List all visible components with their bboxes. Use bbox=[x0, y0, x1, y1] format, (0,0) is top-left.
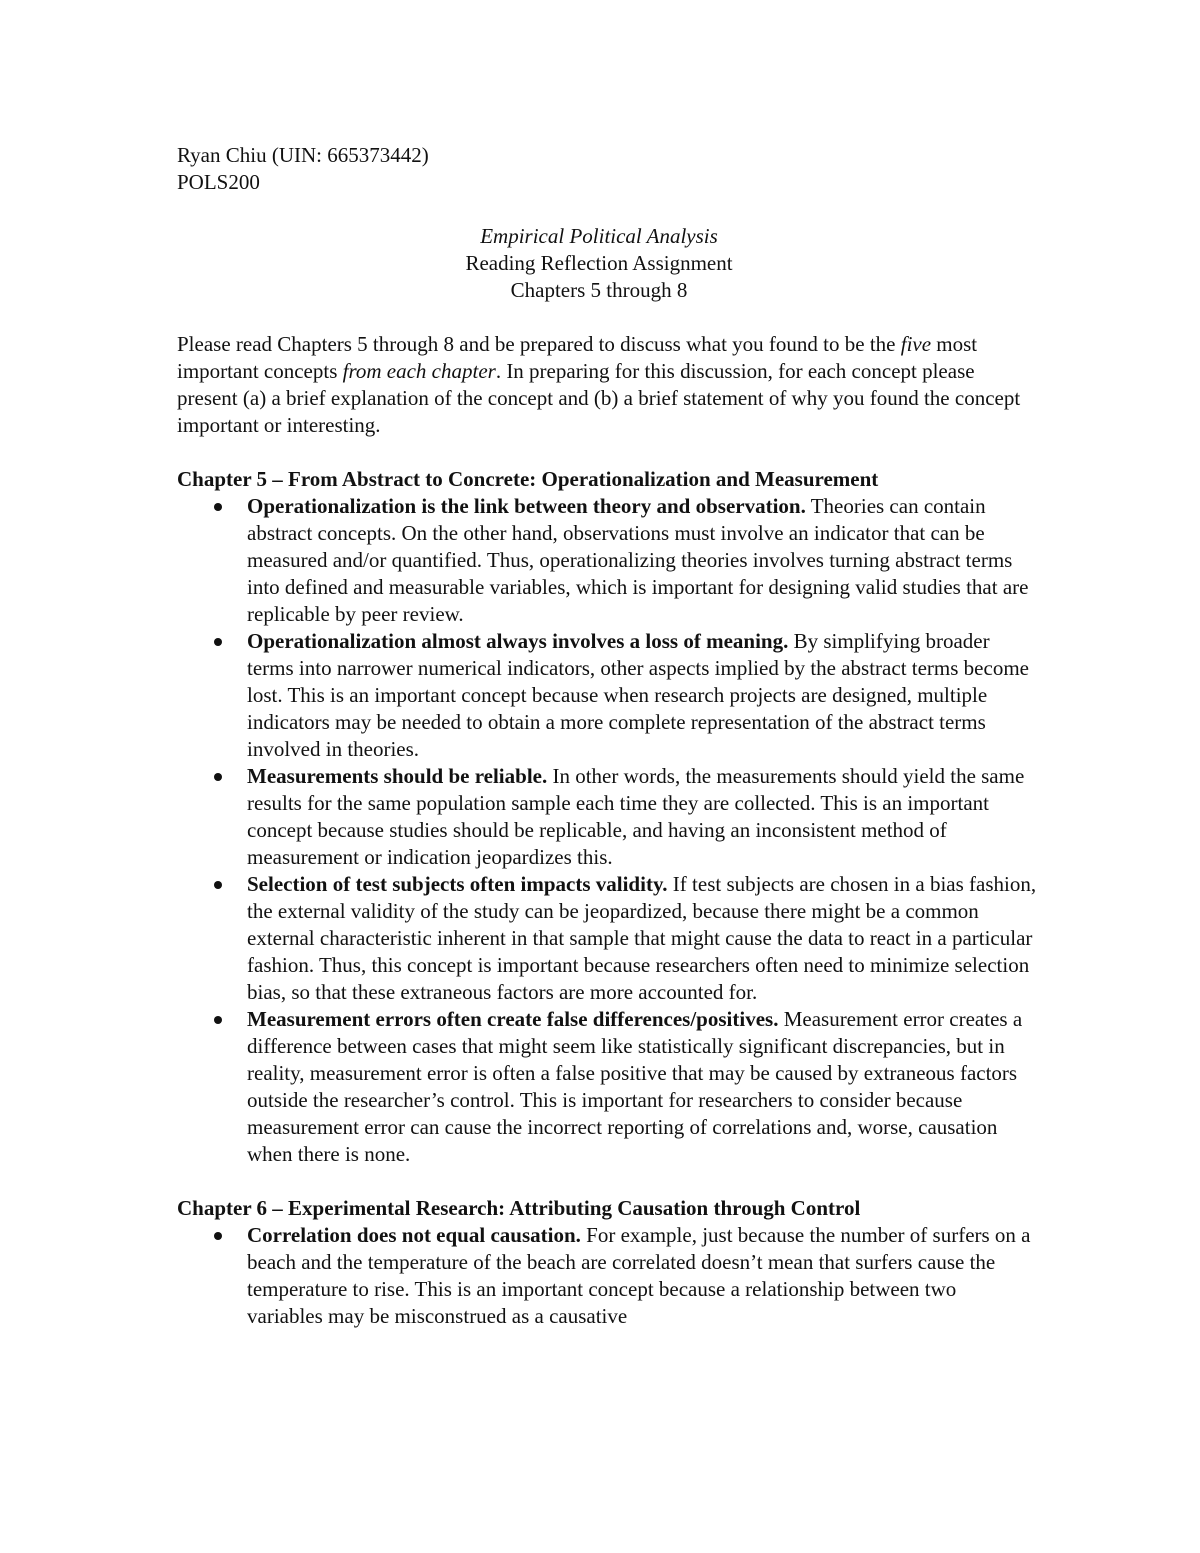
concept-body: Measurement error creates a difference between cases that might seem like statistically significant discrepancies, but in reality, measurement error is often a false positive that may be caused by extraneous factors outside the researcher’s control. This is important for researchers to consider because measurement error can cause the incorrect reporting of correlations and, worse, causation when there is none. bbox=[247, 1007, 1023, 1166]
concept-title: Measurements should be reliable. bbox=[247, 764, 548, 788]
concept-item bbox=[177, 493, 1037, 628]
spacer bbox=[177, 196, 1037, 223]
title-block bbox=[177, 223, 1021, 304]
bullet-icon bbox=[214, 503, 222, 511]
concept-item bbox=[177, 763, 1037, 871]
concept-title: Measurement errors often create false differences/positives. bbox=[247, 1007, 779, 1031]
spacer bbox=[177, 304, 1037, 331]
concept-item bbox=[177, 1006, 1037, 1168]
concept-item bbox=[177, 871, 1037, 1006]
bullet-icon bbox=[214, 1016, 222, 1024]
chapter-heading: Chapter 5 – From Abstract to Concrete: Operationalization and Measurement bbox=[177, 467, 879, 491]
concept-title: Correlation does not equal causation. bbox=[247, 1223, 581, 1247]
course-title: Empirical Political Analysis bbox=[480, 224, 718, 248]
concept-body: In other words, the measurements should yield the same results for the same population sample each time they are collected. This is an important concept because studies should be replicable, and having an inconsistent method of measurement or indication jeopardizes this. bbox=[247, 764, 1025, 869]
intro-paragraph bbox=[177, 331, 1037, 439]
author-line: Ryan Chiu (UIN: 665373442) bbox=[177, 143, 429, 167]
bullet-icon bbox=[214, 1232, 222, 1240]
concept-list bbox=[177, 493, 1037, 1168]
spacer bbox=[177, 1168, 1037, 1195]
chapter-heading: Chapter 6 – Experimental Research: Attributing Causation through Control bbox=[177, 1196, 861, 1220]
bullet-icon bbox=[214, 881, 222, 889]
concept-body: For example, just because the number of surfers on a beach and the temperature of the beach are correlated doesn’t mean that surfers cause the temperature to rise. This is an important concept because a relationship between two variables may be misconstrued as a causative bbox=[247, 1223, 1031, 1328]
document-page bbox=[177, 142, 1037, 1330]
bullet-icon bbox=[214, 773, 222, 781]
intro-emphasis-chapter: from each chapter bbox=[342, 359, 496, 383]
intro-text: . In preparing for this discussion, for each concept please present (a) a brief explanation of the concept and (b) a brief statement of why you found the concept important or interesting. bbox=[177, 359, 1021, 437]
concept-body: If test subjects are chosen in a bias fashion, the external validity of the study can be jeopardized, because there might be a common external characteristic inherent in that sample that might cause the data to react in a particular fashion. Thus, this concept is important because researchers often need to minimize selection bias, so that these extraneous factors are more accounted for. bbox=[247, 872, 1037, 1004]
concept-title: Operationalization almost always involves a loss of meaning. bbox=[247, 629, 789, 653]
concept-list bbox=[177, 1222, 1037, 1330]
intro-text: Please read Chapters 5 through 8 and be prepared to discuss what you found to be the bbox=[177, 332, 901, 356]
concept-item bbox=[177, 628, 1037, 763]
intro-emphasis-five: five bbox=[900, 332, 932, 356]
concept-item bbox=[177, 1222, 1037, 1330]
spacer bbox=[177, 439, 1037, 466]
course-code: POLS200 bbox=[177, 170, 260, 194]
concept-body: Theories can contain abstract concepts. On the other hand, observations must involve an indicator that can be measured and/or quantified. Thus, operationalizing theories involves turning abstract terms into defined and measurable variables, which is important for designing valid studies that are replicable by peer review. bbox=[247, 494, 1029, 626]
concept-title: Operationalization is the link between theory and observation. bbox=[247, 494, 806, 518]
concept-body: By simplifying broader terms into narrower numerical indicators, other aspects implied by the abstract terms become lost. This is an important concept because when research projects are designed, multiple indicators may be needed to obtain a more complete representation of the abstract terms involved in theories. bbox=[247, 629, 1029, 761]
bullet-icon bbox=[214, 638, 222, 646]
intro-text: most important concepts bbox=[177, 332, 978, 383]
concept-title: Selection of test subjects often impacts validity. bbox=[247, 872, 668, 896]
assignment-title: Reading Reflection Assignment bbox=[465, 251, 733, 275]
chapters-range: Chapters 5 through 8 bbox=[510, 278, 688, 302]
